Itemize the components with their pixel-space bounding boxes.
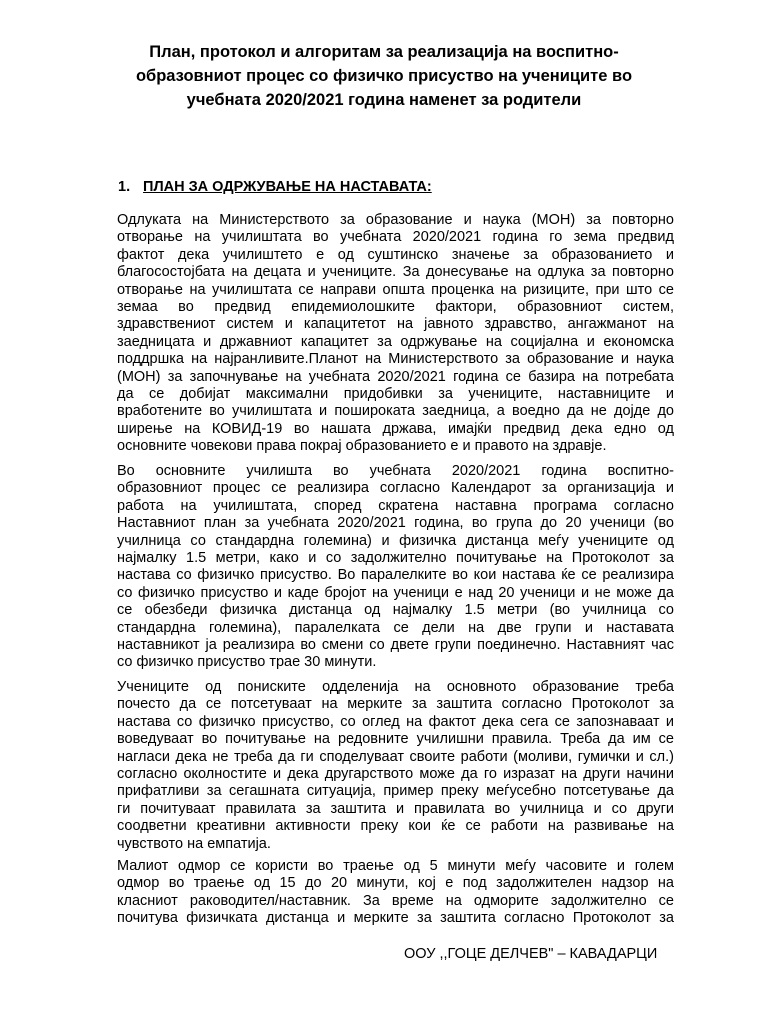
paragraph-line: Во основните училишта во учебната 2020/2021 година воспитно- <box>117 463 674 479</box>
paragraph-line: основните човекови права покрај образованието е и правото на здравје. <box>117 438 607 455</box>
paragraph-line: соодветни креативни активности преку кои ќе се работи на развивање на <box>117 818 674 835</box>
paragraph-line: отворање на училиштата се направи општа проценка на ризиците, при што се <box>117 281 674 298</box>
paragraph-line: настава со физичко присуство, со оглед на фактот дека сега се запознаваат и <box>117 713 674 730</box>
paragraph-line: ширење на КОВИД-19 во нашата држава, имајќи предвид дека едно од <box>117 420 674 437</box>
paragraph-line: класниот раководител/наставник. За време на одморите задолжително се <box>117 892 674 909</box>
paragraph-2 <box>117 463 674 672</box>
paragraph-line: Малиот одмор се користи во траење од 5 минути меѓу часовите и голем <box>117 858 674 874</box>
paragraph-line: настава со физичко присуство. Во паралелките во кои настава ќе се реализира <box>117 567 674 584</box>
paragraph-line: прифатливи за сегашната ситуација, пример преку меѓусебно потсетување да <box>117 783 674 800</box>
paragraph-line: одмор во траење од 15 до 20 минути, кој е под задолжителен надзор на <box>117 875 674 892</box>
paragraph-line: да се добијат максимални придобивки за учениците, наставниците и <box>117 385 674 402</box>
section-number: 1. <box>118 179 131 195</box>
paragraph-1 <box>117 212 674 455</box>
paragraph-line: почесто да се потсетуваат на мерките за заштита согласно Протоколот за <box>117 696 674 713</box>
paragraph-line: поддршка на најранливите.Планот на Министерството за образование и наука <box>117 351 674 368</box>
paragraph-4 <box>117 858 674 928</box>
paragraph-line: наставникот ја реализира во смени со двете групи поединечно. Наставният час <box>117 636 674 653</box>
paragraph-line: согласно околностите и дека другарството може да го изразат на други начини <box>117 765 674 782</box>
paragraph-line: нагласи дека не треба да ги споделуваат своите работи (моливи, гумички и сл.) <box>117 748 674 765</box>
paragraph-line: вработените во училиштата и пошироката заедница, а воедно да не дојде до <box>117 403 674 420</box>
paragraph-line: најмалку 1.5 метри, како и со задолжително почитување на Протоколот за <box>117 549 674 566</box>
title-line: План, протокол и алгоритам за реализација на воспитно- <box>149 43 619 61</box>
paragraph-line: стандардна големина), паралелката се дели на две групи и наставата <box>117 619 674 636</box>
section-heading <box>118 179 432 195</box>
paragraph-line: Наставниот план за учебната 2020/2021 година, во група до 20 ученици (во <box>117 515 674 532</box>
paragraph-3 <box>117 679 674 853</box>
paragraph-line: Одлуката на Министерството за образование и наука (МОН) за повторно <box>117 212 674 228</box>
title-line: учебната 2020/2021 година наменет за родители <box>186 91 582 109</box>
paragraph-line: ги почитуваат правилата за заштита и правилата во училница и со други <box>117 800 674 817</box>
paragraph-line: здравствениот систем и капацитетот на јавното здравство, ангажманот на <box>117 316 674 333</box>
paragraph-line: земаа во предвид епидемиолошките фактори, образовниот систем, <box>117 298 674 315</box>
document-title <box>120 40 648 112</box>
paragraph-line: благосостојбата на децата и учениците. За донесување на одлука за повторно <box>117 264 674 281</box>
paragraph-line: со физичко присуство трае 30 минути. <box>117 654 377 671</box>
paragraph-line: училница со стандардна големина) и физичка дистанца меѓу учениците од <box>117 532 674 549</box>
title-line: образовниот процес со физичко присуство на учениците во <box>135 67 633 85</box>
paragraph-line: (МОН) за започнување на учебната 2020/2021 година се базира на потребата <box>117 368 674 385</box>
paragraph-line: се обезбеди физичка дистанца од најмалку 1.5 метри (во училница со <box>117 602 674 619</box>
paragraph-line: отворање на училиштата во учебната 2020/2021 година го зема предвид <box>117 229 674 246</box>
paragraph-line: воведуваат во почитување на редовните училишни правила. Треба да им се <box>117 731 674 748</box>
paragraph-line: Учениците од пониските одделенија на основното образование треба <box>117 679 674 695</box>
paragraph-line: заедницата и државниот капацитет за одржување на социјална и економска <box>117 333 674 350</box>
paragraph-line: чувството на емпатија. <box>117 835 271 852</box>
paragraph-line: работа на училиштата, според скратена наставна програма согласно <box>117 497 674 514</box>
paragraph-line: со физичко присуство и каде бројот на ученици е над 20 ученици и не може да <box>117 584 674 601</box>
page-footer: ООУ ,,ГОЦЕ ДЕЛЧЕВ" – КАВАДАРЦИ <box>404 946 658 962</box>
paragraph-line: фактот дека училиштето е од суштинско значење за образованието и <box>117 246 674 263</box>
section-heading-text: ПЛАН ЗА ОДРЖУВАЊЕ НА НАСТАВАТА: <box>143 179 432 195</box>
paragraph-line: почитува физичката дистанца и мерките за заштита согласно Протоколот за <box>117 910 674 927</box>
paragraph-line: образовниот процес се реализира согласно Календарот за организација и <box>117 480 674 497</box>
